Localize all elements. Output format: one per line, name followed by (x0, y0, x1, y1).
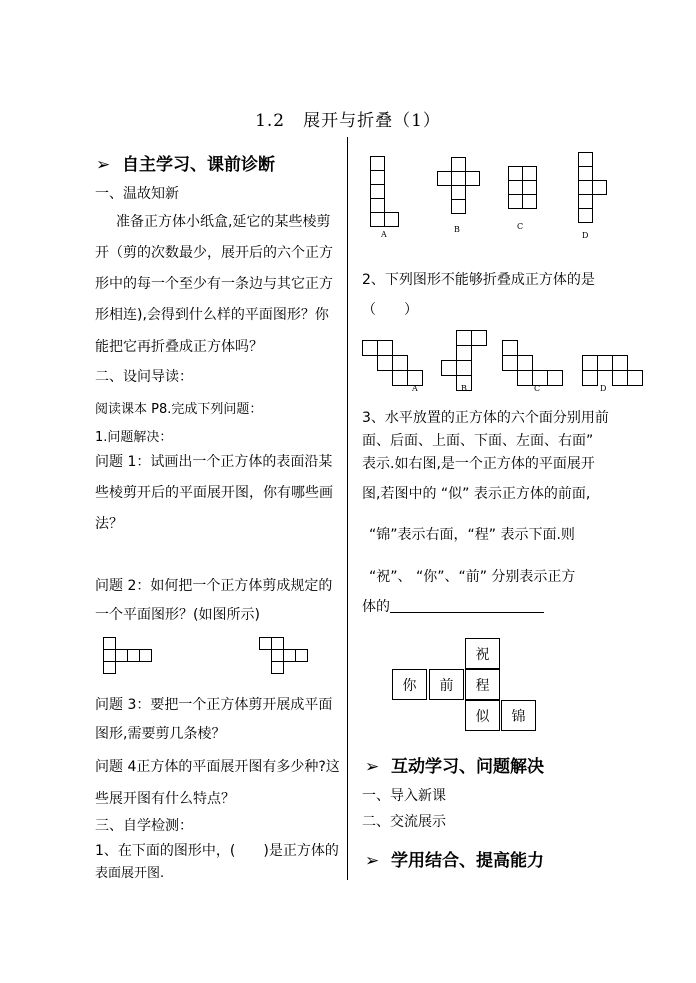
exercise-3-line: “锦”表示右面，“程” 表示下面.则 (369, 527, 575, 543)
question-4-line: 问题 4正方体的平面展开图有多少种?这 (95, 759, 340, 775)
exercise-3-line: 3、水平放置的正方体的六个面分别用前 (362, 410, 609, 426)
option-d-net (583, 356, 643, 386)
question-1-line: 些棱剪开后的平面展开图，你有哪些画 (95, 485, 333, 501)
heading-review: 一、温故知新 (95, 186, 179, 202)
para-line: 能把它再折叠成正方体吗？ (95, 339, 263, 355)
net-cell-ni: 你 (392, 669, 427, 700)
option-b-net (438, 158, 480, 214)
option-label: B (461, 384, 467, 393)
cube-net-figure (259, 637, 319, 679)
option-label: D (582, 231, 589, 240)
heading-self-test: 三、自学检测： (95, 818, 193, 834)
net-cell-cheng: 程 (465, 669, 500, 700)
question-4-line: 些展开图有什么特点？ (95, 791, 235, 807)
arrow-bullet-icon: ➢ (365, 757, 380, 777)
reading-instruction: 阅读课本 P8.完成下列问题： (95, 402, 263, 417)
para-line: 开（剪的次数最少，展开后的六个正方 (95, 245, 333, 261)
cube-net-figure (103, 637, 163, 679)
arrow-bullet-icon: ➢ (365, 851, 380, 871)
para-line: 形中的每一个至少有一条边与其它正方 (95, 276, 333, 292)
net-cell-si: 似 (465, 700, 500, 731)
option-d-net (579, 153, 607, 223)
option-a-net (371, 157, 399, 227)
arrow-bullet-icon: ➢ (96, 155, 111, 175)
question-2-line: 问题 2：如何把一个正方体剪成规定的 (95, 578, 333, 594)
exercise-3-line: 图,若图中的 “似” 表示正方体的前面, (362, 486, 591, 502)
heading-exchange: 二、交流展示 (362, 814, 446, 830)
exercise-1-line: 1、在下面的图形中，( )是正方体的 (95, 843, 339, 859)
section-heading-apply: ➢ 学用结合、提高能力 (365, 851, 544, 871)
heading-introduce: 一、导入新课 (362, 788, 446, 804)
column-divider (347, 137, 348, 880)
page-title: 1.2 展开与折叠（1） (255, 111, 441, 131)
cube-net-characters (392, 638, 542, 732)
net-cell-jin: 锦 (501, 700, 536, 731)
section-heading-self-study: ➢ 自主学习、课前诊断 (96, 155, 275, 175)
answer-blank[interactable] (390, 612, 544, 613)
option-label: C (534, 384, 541, 393)
heading-problem-solving: 1.问题解决： (95, 430, 173, 445)
section-heading-interactive: ➢ 互动学习、问题解决 (365, 757, 544, 777)
option-a-net (363, 341, 423, 386)
question-3-line: 图形,需要剪几条棱？ (95, 726, 226, 742)
option-label: A (412, 384, 418, 393)
question-2-line: 一个平面图形？(如图所示) (95, 607, 260, 623)
option-c-net (509, 167, 537, 209)
option-label: A (381, 230, 387, 239)
exercise-3-line: “祝”、 “你”、“前” 分别表示正方 (369, 569, 576, 585)
heading-guided-questions: 二、设问导读： (95, 369, 193, 385)
question-1-line: 法？ (95, 516, 123, 532)
para-line: 形相连),会得到什么样的平面图形？你 (95, 307, 329, 323)
option-label: D (600, 384, 607, 393)
net-cell-qian: 前 (429, 669, 464, 700)
question-1-line: 问题 1：试画出一个正方体的表面沿某 (95, 454, 333, 470)
net-cell-zhu: 祝 (465, 638, 500, 669)
option-c-net (503, 341, 563, 386)
exercise-3-line: 体的 (362, 599, 390, 615)
exercise-1-line: 表面展开图. (95, 866, 165, 881)
para-line: 准备正方体小纸盒,延它的某些棱剪 (116, 214, 331, 230)
exercise-3-line: 表示.如右图,是一个正方体的平面展开 (362, 456, 595, 472)
exercise-2-line: （ ） (362, 302, 418, 318)
exercise-2-line: 2、下列图形不能够折叠成正方体的是 (362, 272, 595, 288)
question-3-line: 问题 3：要把一个正方体剪开展成平面 (95, 697, 333, 713)
exercise-3-line: 面、后面、上面、下面、左面、右面” (362, 433, 594, 449)
exercise-2-options-figure (362, 328, 652, 390)
option-label: C (517, 222, 524, 231)
option-b-net (442, 331, 487, 391)
option-label: B (454, 225, 460, 234)
exercise-1-options-figure (366, 150, 616, 245)
